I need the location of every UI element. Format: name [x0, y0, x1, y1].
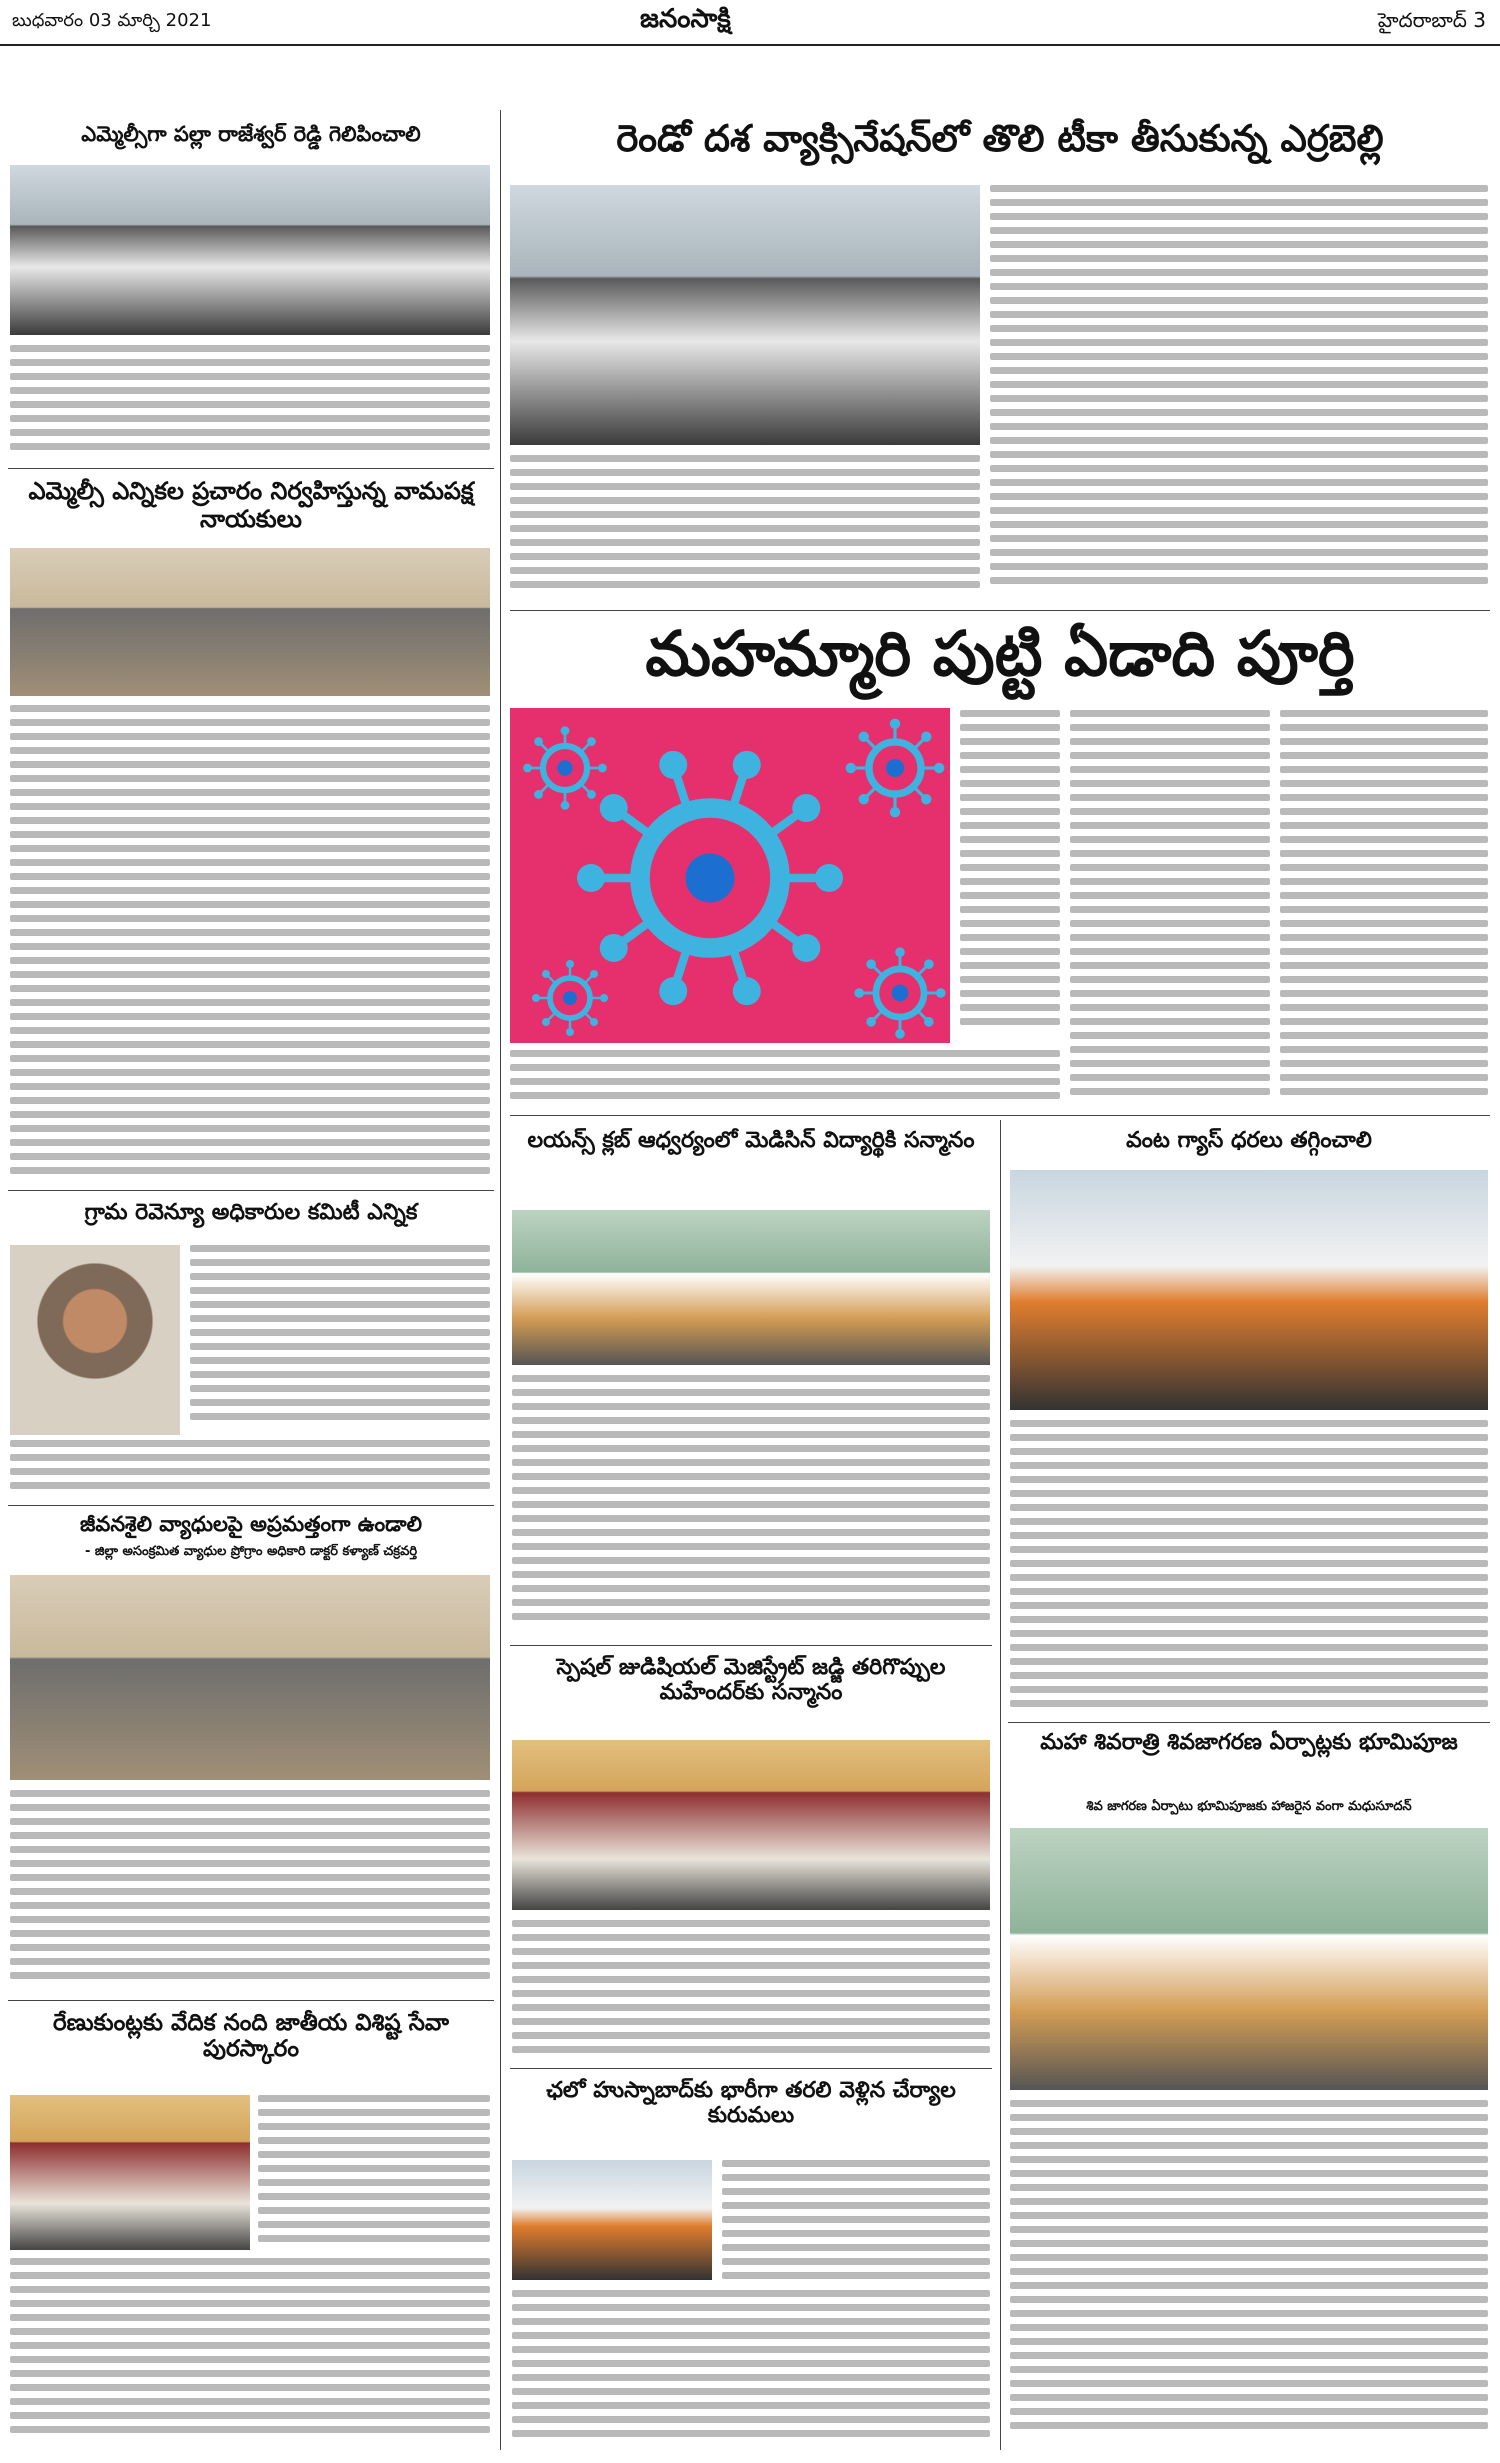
section-rule [510, 610, 1490, 611]
section-rule [8, 1190, 494, 1191]
column-rule [1000, 1120, 1001, 2450]
article-body-lions [512, 1375, 990, 1635]
article-body-shivaratri [1010, 2100, 1488, 2440]
photo-vaccine [510, 185, 980, 445]
article-body-palla [10, 345, 490, 460]
virus-particle [854, 947, 945, 1038]
article-body-pandemic-col2 [1070, 710, 1270, 1110]
article-body-revenue-cont [10, 1440, 490, 1500]
headline-vaccine: రెండో దశ వ్యాక్సినేషన్‌లో తొలి టీకా తీసుకున్న ఎర్రబెల్లి [616, 117, 1384, 160]
headline-revenue: గ్రామ రెవెన్యూ అధికారుల కమిటీ ఎన్నిక [84, 1200, 418, 1225]
article-body-lifestyle [10, 1790, 490, 1995]
photo-renuka-award [10, 2095, 250, 2250]
article-body-vaccine-left [510, 455, 980, 600]
headline-lifestyle: జీవనశైలి వ్యాధులపై అప్రమత్తంగా ఉండాలి [80, 1512, 422, 1536]
subhead-lifestyle: - జిల్లా అసంక్రమిత వ్యాధుల ప్రోగ్రాం అధికారి డాక్టర్ కళ్యాణ్ చక్రవర్తి [84, 1544, 418, 1559]
article-body-renuka [258, 2095, 490, 2250]
article-body-husnabad [722, 2160, 990, 2285]
article-body-gas [1010, 1420, 1488, 1715]
column-rule [500, 110, 501, 2450]
article-body-revenue [190, 1245, 490, 1435]
photo-palla-campaign [10, 165, 490, 335]
headline-pandemic: మహమ్మారి పుట్టి ఏడాది పూర్తి [645, 617, 1355, 690]
newspaper-logo: జనంసాక్షి [640, 4, 731, 34]
subhead-shivaratri: శివ జాగరణ ఏర్పాటు భూమిపూజకు హాజరైన వంగా మధుసూదన్ [1086, 1799, 1412, 1814]
photo-gas-protest [1010, 1170, 1488, 1410]
article-body-left-campaign [10, 705, 490, 1183]
photo-left-campaign [10, 548, 490, 696]
headline-gas: వంట గ్యాస్ ధరలు తగ్గించాలి [1126, 1128, 1372, 1153]
section-rule [510, 1645, 992, 1646]
headline-judge: స్పెషల్ జుడిషియల్ మెజిస్ట్రేట్ జడ్జి తరిగొప్పుల మహేందర్‌కు సన్మానం [556, 1655, 946, 1706]
article-body-pandemic-bottom [510, 1050, 1060, 1110]
article-body-renuka-cont [10, 2258, 490, 2448]
headline-husnabad: ఛలో హుస్నాబాద్‌కు భారీగా తరలి వెళ్లిన చేర్యాల కురుమలు [546, 2078, 956, 2129]
photo-lifestyle-camp [10, 1575, 490, 1780]
section-rule [8, 1505, 494, 1506]
issue-date: బుధవారం 03 మార్చి 2021 [12, 10, 212, 31]
headline-left-campaign: ఎమ్మెల్సీ ఎన్నికల ప్రచారం నిర్వహిస్తున్న వామపక్ష నాయకులు [28, 477, 474, 533]
photo-lions-club [512, 1210, 990, 1365]
photo-judge-felicitation [512, 1740, 990, 1910]
headline-lions: లయన్స్ క్లబ్ ఆధ్వర్యంలో మెడిసిన్ విద్యార్థికి సన్మానం [527, 1128, 975, 1153]
section-rule [510, 1115, 1490, 1116]
section-rule [510, 2068, 992, 2069]
photo-husnabad [512, 2160, 712, 2280]
photo-revenue-portrait [10, 1245, 180, 1435]
illustration-coronavirus [510, 708, 950, 1043]
article-body-husnabad-cont [512, 2290, 990, 2450]
headline-palla: ఎమ్మెల్సీగా పల్లా రాజేశ్వర్ రెడ్డి గెలిపించాలి [81, 122, 421, 146]
virus-particle [523, 726, 607, 810]
virus-particle [577, 751, 843, 1005]
section-rule [8, 468, 494, 469]
masthead [0, 0, 1500, 46]
article-body-pandemic-col3 [1280, 710, 1488, 1110]
page-city-number: హైదరాబాద్ 3 [1377, 8, 1486, 32]
headline-shivaratri: మహా శివరాత్రి శివజాగరణ ఏర్పాట్లకు భూమిపూజ [1040, 1730, 1458, 1755]
article-body-pandemic-col1 [960, 710, 1060, 1045]
headline-renuka: రేణుకుంట్లకు వేదిక నంది జాతీయ విశిష్ట సేవా పురస్కారం [53, 2010, 449, 2063]
article-body-judge [512, 1920, 990, 2060]
article-body-vaccine-right [990, 185, 1488, 600]
virus-particle [532, 960, 608, 1036]
photo-shivaratri-puja [1010, 1828, 1488, 2090]
virus-particle [846, 719, 945, 818]
section-rule [8, 2000, 494, 2001]
section-rule [1008, 1722, 1490, 1723]
